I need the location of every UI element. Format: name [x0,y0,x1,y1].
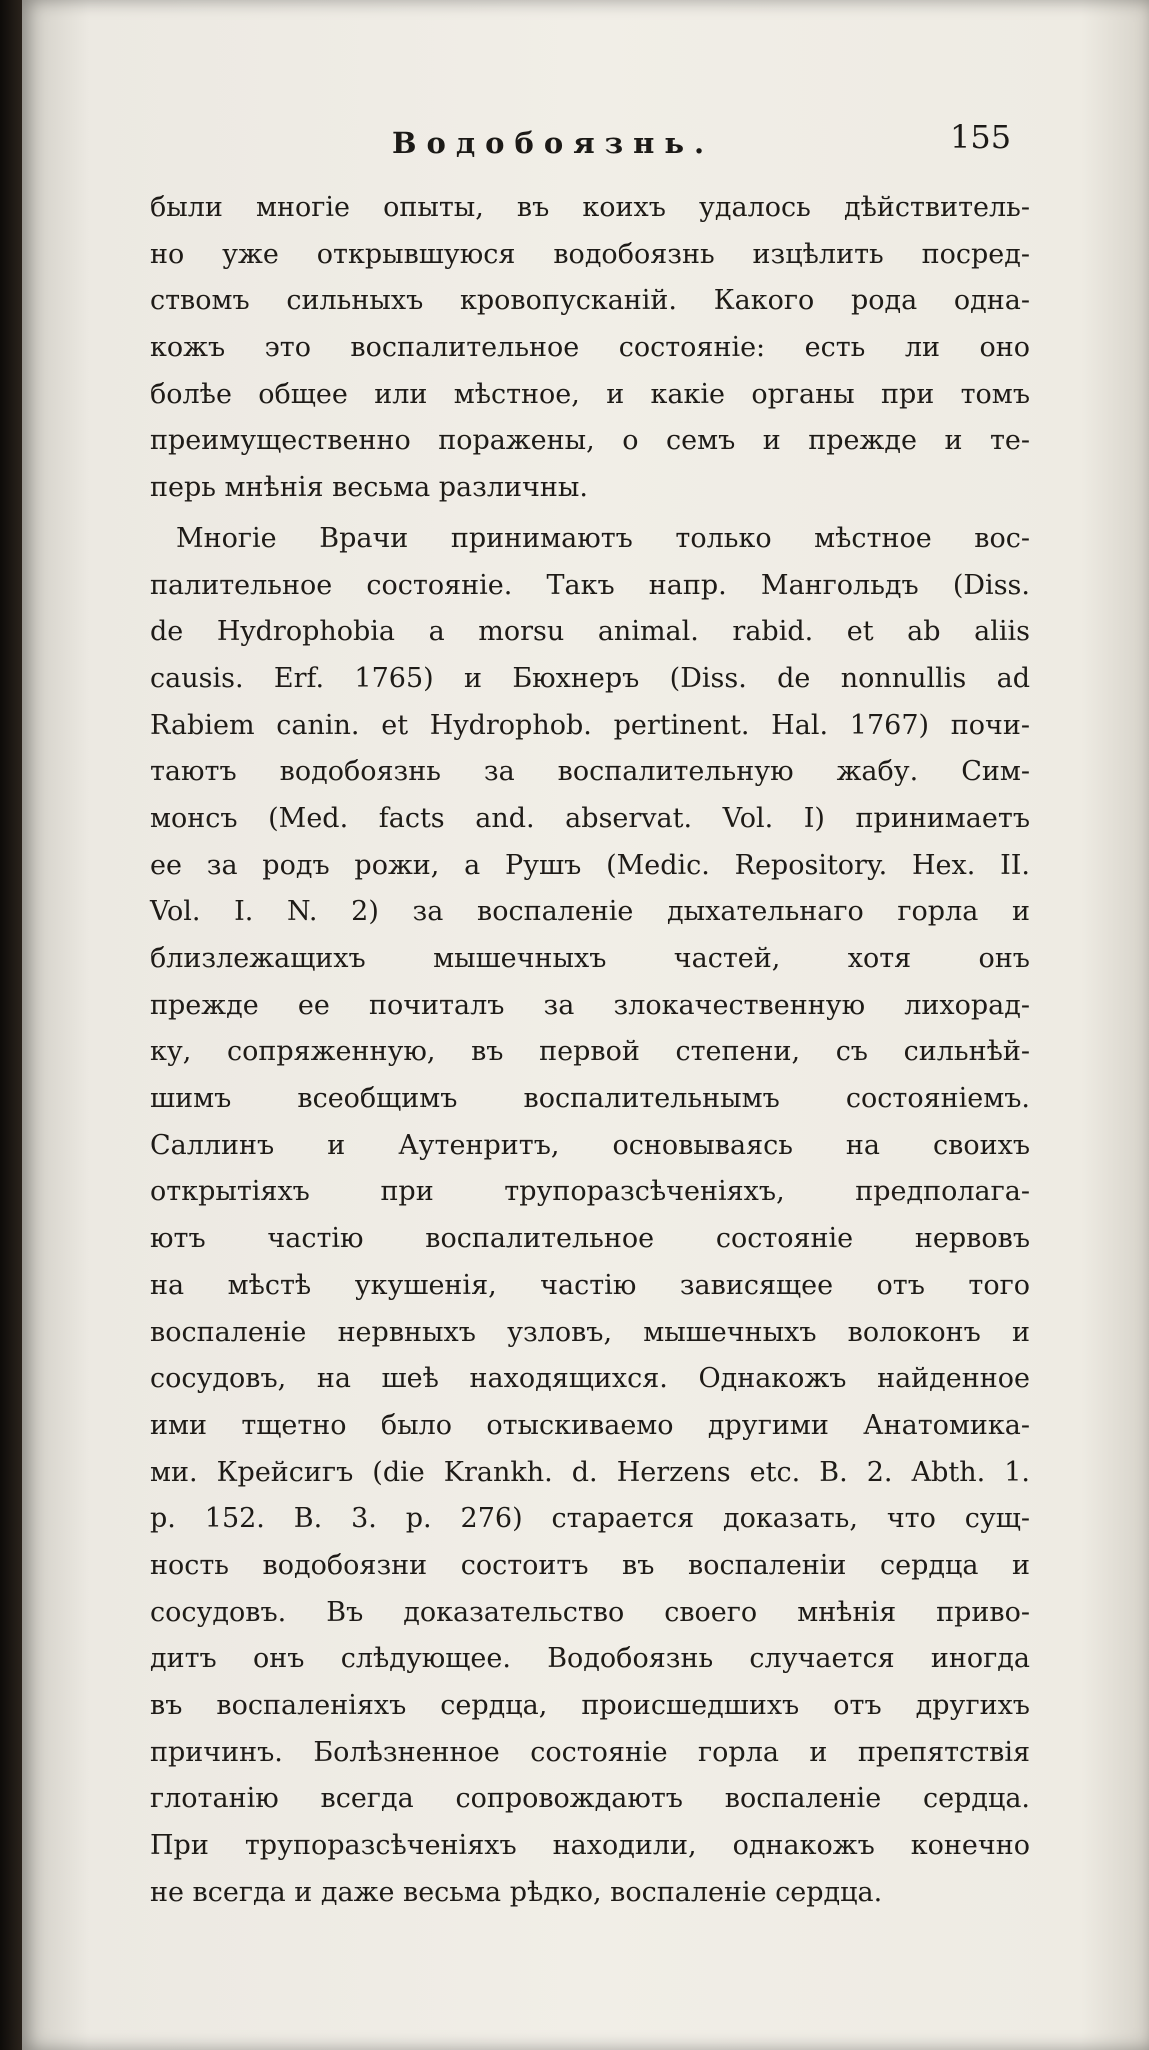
text-line: ствомъ сильныхъ кровопусканій. Какого рода одна- [150,285,1030,317]
text-line: ность водобоязни состоитъ въ воспаленіи сердца и [150,1549,1030,1581]
text-line: сосудовъ. Въ доказательство своего мнѣнія приво- [150,1596,1030,1628]
text-line: болѣе общее или мѣстное, и какіе органы при томъ [150,378,1030,410]
text-line: дитъ онъ слѣдующее. Водобоязнь случается иногда [150,1643,1030,1675]
text-line: но уже открывшуюся водобоязнь изцѣлить посред- [150,238,1030,270]
paragraph-2 [150,516,1030,1917]
paragraph-1 [150,185,1030,512]
text-line: преимущественно поражены, о семъ и прежде и те- [150,425,1030,457]
text-line: de Hydrophobia a morsu animal. rabid. et ab aliis [150,616,1030,648]
text-line: ее за родъ рожи, а Рушъ (Medic. Repository. Hex. II. [150,849,1030,881]
text-line: причинъ. Болѣзненное состояніе горла и препятствія [150,1736,1030,1768]
text-line: ми. Крейсигъ (die Krankh. d. Herzens etc. B. 2. Abth. 1. [150,1456,1030,1488]
text-line: были многіе опыты, въ коихъ удалось дѣйствитель- [150,192,1030,223]
text-line: близлежащихъ мышечныхъ частей, хотя онъ [150,943,1030,974]
text-line: При трупоразсѣченіяхъ находили, однакожъ конечно [150,1830,1030,1862]
book-page [22,0,1149,2050]
page-header [22,118,1149,178]
text-line: палительное состояніе. Такъ напр. Мангольдъ (Diss. [150,569,1030,601]
text-line: глотанію всегда сопровождаютъ воспаленіе сердца. [150,1783,1030,1815]
text-line: Vol. I. N. 2) за воспаленіе дыхательнаго горла и [150,896,1030,928]
text-line: Rabiem canin. et Hydrophob. pertinent. Hal. 1767) почи- [150,709,1030,741]
page-number: 155 [950,118,1012,156]
text-line: ими тщетно было отыскиваемо другими Анатомика- [150,1409,1030,1441]
text-line: сосудовъ, на шеѣ находящихся. Однакожъ найденное [150,1363,1030,1395]
running-title: Водобоязнь. [392,126,715,160]
text-line: Многіе Врачи принимаютъ только мѣстное вос- [176,522,1030,554]
text-line: шимъ всеобщимъ воспалительнымъ состояніемъ. [150,1083,1030,1115]
text-line: въ воспаленіяхъ сердца, происшедшихъ отъ другихъ [150,1690,1030,1721]
text-line: перь мнѣнія весьма различны. [150,472,588,504]
text-line: монсъ (Med. facts and. abservat. Vol. I) принимаетъ [150,802,1030,834]
text-line: causis. Erf. 1765) и Бюхнеръ (Diss. de nonnullis ad [150,662,1030,694]
text-line: Саллинъ и Аутенритъ, основываясь на своихъ [150,1129,1030,1161]
text-line: ку, сопряженную, въ первой степени, съ сильнѣй- [150,1036,1030,1068]
body-text [150,185,1030,1916]
text-line: p. 152. B. 3. p. 276) старается доказать, что сущ- [150,1503,1030,1535]
text-line: прежде ее почиталъ за злокачественную лихорад- [150,989,1030,1021]
text-line: ютъ частію воспалительное состояніе нервовъ [150,1223,1030,1255]
text-line: открытіяхъ при трупоразсѣченіяхъ, предполага- [150,1176,1030,1208]
text-line: воспаленіе нервныхъ узловъ, мышечныхъ волоконъ и [150,1316,1030,1348]
text-line: таютъ водобоязнь за воспалительную жабу. Сим- [150,756,1030,788]
text-line: кожъ это воспалительное состояніе: есть ли оно [150,332,1030,364]
book-spine [0,0,22,2050]
text-line: на мѣстѣ укушенія, частію зависящее отъ того [150,1269,1030,1301]
text-line: не всегда и даже весьма рѣдко, воспаленіе сердца. [150,1876,883,1908]
